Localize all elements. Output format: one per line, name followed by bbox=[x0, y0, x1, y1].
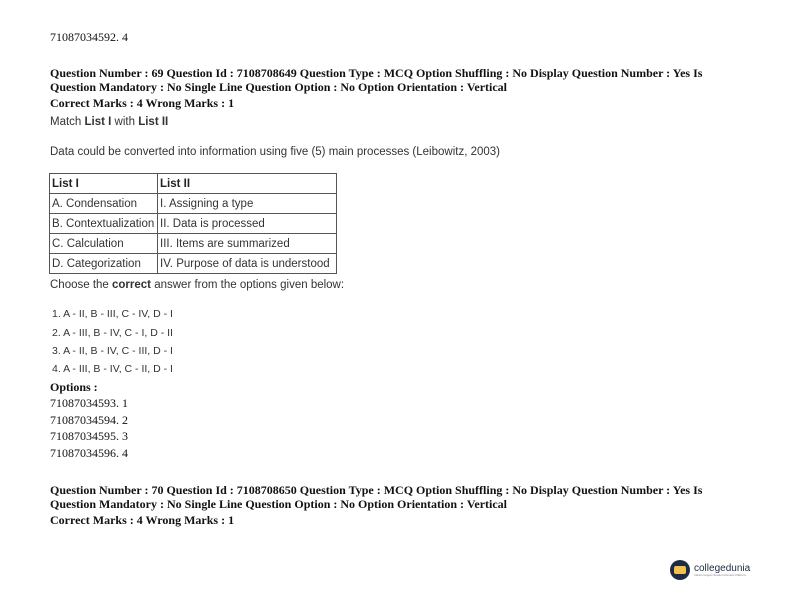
table-header-list2: List II bbox=[158, 174, 337, 194]
table-cell: III. Items are summarized bbox=[158, 234, 337, 254]
option-line-2: 71087034594. 2 bbox=[50, 413, 128, 427]
table-cell: II. Data is processed bbox=[158, 214, 337, 234]
match-table bbox=[49, 173, 337, 274]
table-cell: A. Condensation bbox=[50, 194, 158, 214]
table-cell: I. Assigning a type bbox=[158, 194, 337, 214]
table-cell: B. Contextualization bbox=[50, 214, 158, 234]
prompt-mid: with bbox=[111, 116, 139, 128]
next-question-header-line2: Question Mandatory : No Single Line Question Option : No Option Orientation : Vertical bbox=[50, 497, 508, 511]
table-row bbox=[50, 254, 337, 274]
answer-choice-3: 3. A - II, B - IV, C - III, D - I bbox=[52, 345, 173, 357]
table-cell: IV. Purpose of data is understood bbox=[158, 254, 337, 274]
next-question-marks-line: Correct Marks : 4 Wrong Marks : 1 bbox=[50, 513, 235, 527]
prompt-prefix: Match bbox=[50, 116, 85, 128]
table-row bbox=[50, 194, 337, 214]
logo-mascot-icon bbox=[670, 560, 690, 580]
logo-name: collegedunia bbox=[694, 562, 751, 574]
options-label: Options : bbox=[50, 380, 98, 394]
table-cell: C. Calculation bbox=[50, 234, 158, 254]
choose-instruction bbox=[50, 279, 344, 291]
previous-option-line: 71087034592. 4 bbox=[50, 30, 128, 44]
answer-choice-1: 1. A - II, B - III, C - IV, D - I bbox=[52, 308, 173, 320]
table-row bbox=[50, 214, 337, 234]
choose-prefix: Choose the bbox=[50, 279, 113, 291]
table-cell: D. Categorization bbox=[50, 254, 158, 274]
option-line-1: 71087034593. 1 bbox=[50, 396, 128, 410]
logo-text bbox=[694, 564, 750, 577]
table-row bbox=[50, 234, 337, 254]
question-marks-line: Correct Marks : 4 Wrong Marks : 1 bbox=[50, 96, 235, 110]
next-question-header-line1: Question Number : 70 Question Id : 7108708650 Question Type : MCQ Option Shuffling : No Display Question Number : Yes Is bbox=[50, 483, 703, 497]
table-header-row bbox=[50, 174, 337, 194]
question-header-line2: Question Mandatory : No Single Line Question Option : No Option Orientation : Vertical bbox=[50, 80, 508, 94]
prompt-list2: List II bbox=[138, 116, 169, 128]
answer-choice-4: 4. A - III, B - IV, C - II, D - I bbox=[52, 363, 173, 375]
choose-bold: correct bbox=[112, 279, 152, 291]
question-context: Data could be converted into information using five (5) main processes (Leibowitz, 2003) bbox=[50, 146, 501, 158]
question-header-line1: Question Number : 69 Question Id : 7108708649 Question Type : MCQ Option Shuffling : No Display Question Number : Yes Is bbox=[50, 66, 703, 80]
logo-tagline: India's largest Student Review Platform bbox=[694, 572, 747, 577]
table-header-list1: List I bbox=[50, 174, 158, 194]
option-line-3: 71087034595. 3 bbox=[50, 429, 128, 443]
option-line-4: 71087034596. 4 bbox=[50, 446, 128, 460]
answer-choice-2: 2. A - III, B - IV, C - I, D - II bbox=[52, 327, 173, 339]
collegedunia-logo bbox=[670, 560, 750, 580]
choose-suffix: answer from the options given below: bbox=[151, 279, 345, 291]
question-prompt bbox=[50, 116, 168, 128]
prompt-list1: List I bbox=[84, 116, 112, 128]
